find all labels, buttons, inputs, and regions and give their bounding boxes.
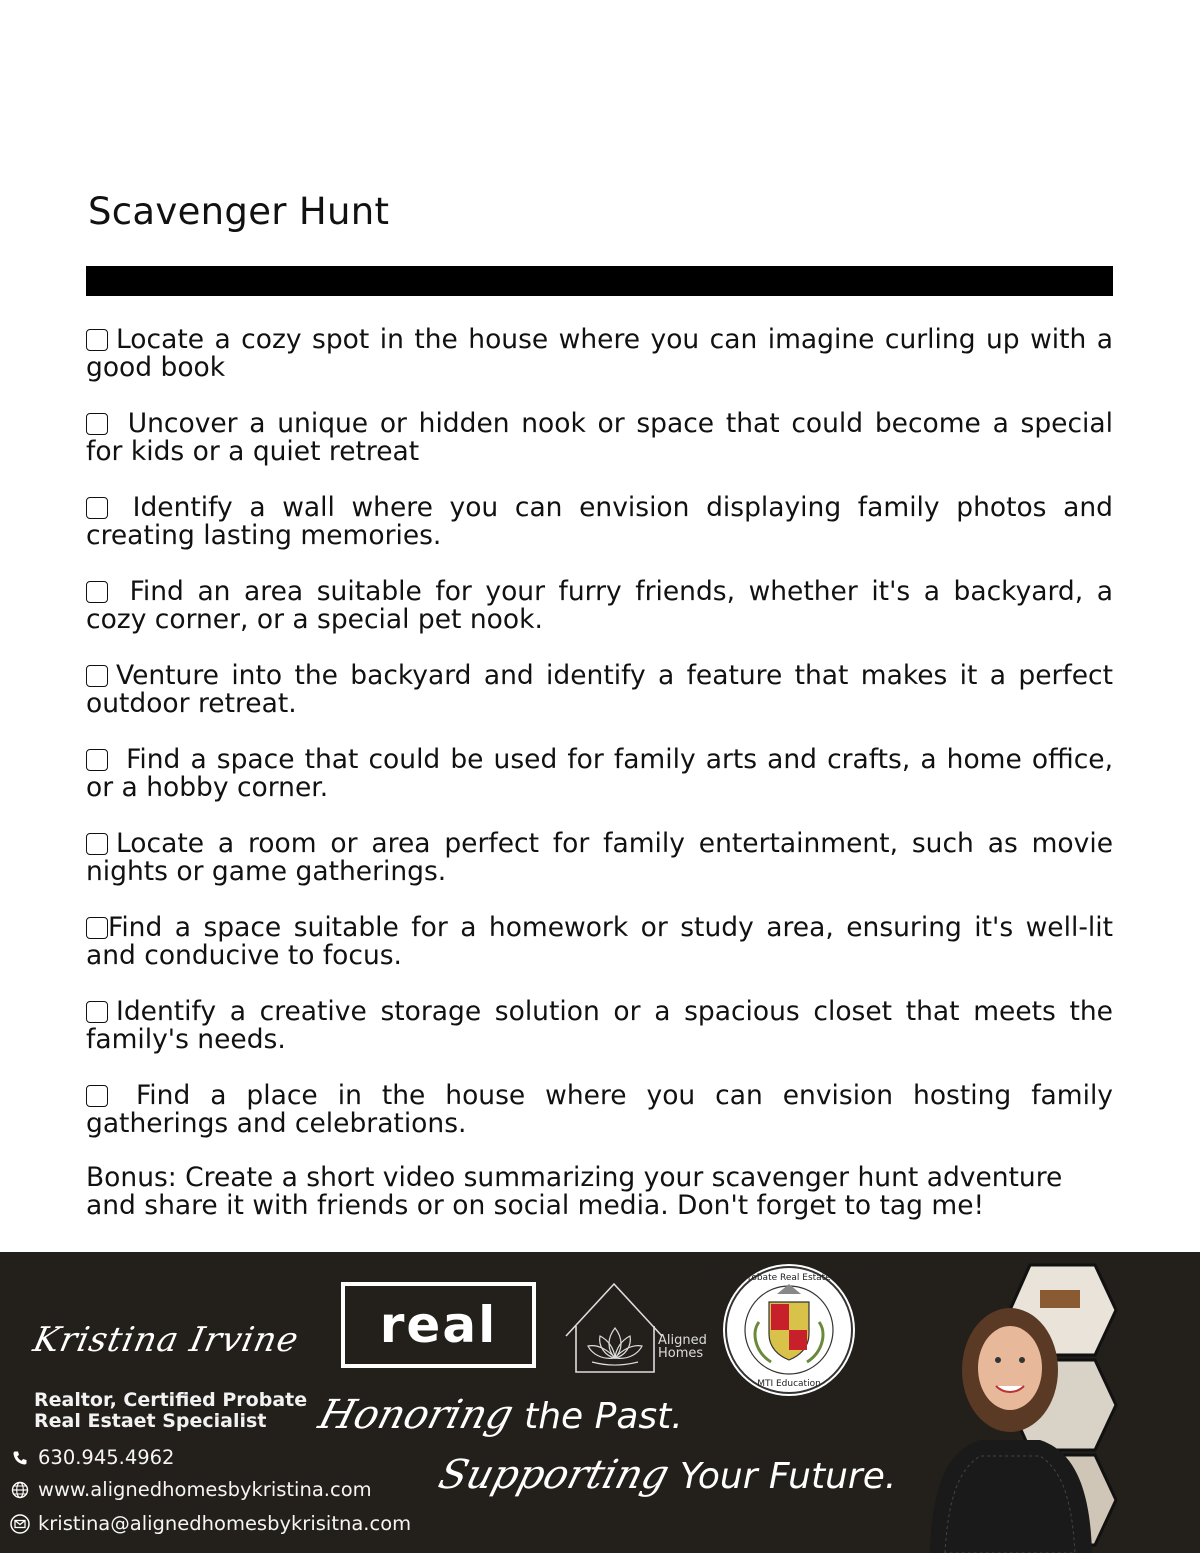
page-title: Scavenger Hunt: [88, 190, 390, 233]
footer-banner: [0, 1252, 1200, 1553]
checklist-item-text: Locate a room or area perfect for family entertainment, such as movie nights or game gatherings.: [86, 828, 1113, 887]
globe-icon: [10, 1480, 30, 1500]
checkbox-icon[interactable]: [86, 1001, 108, 1023]
email-link: kristina@alignedhomesbykrisitna.com: [38, 1512, 412, 1535]
tagline-script-supporting: Supporting: [433, 1452, 674, 1498]
tagline-line-1: [313, 1392, 683, 1438]
checklist-item: [86, 998, 1113, 1082]
checkbox-icon[interactable]: [86, 749, 108, 771]
real-brokerage-logo: real: [341, 1282, 536, 1368]
contact-website[interactable]: [10, 1478, 372, 1501]
contact-phone[interactable]: [10, 1446, 174, 1469]
checklist-item-text: Identify a wall where you can envision displaying family photos and creating lasting memories.: [86, 492, 1113, 551]
checklist-item-text: Locate a cozy spot in the house where you can imagine curling up with a good book: [86, 324, 1113, 383]
phone-number: 630.945.4962: [38, 1446, 175, 1469]
svg-text:Certified Probate Real Estate: Certified Probate Real Estate Specialist: [701, 1273, 877, 1283]
checkbox-icon[interactable]: [86, 581, 108, 603]
checklist-item: [86, 914, 1113, 998]
checkbox-icon[interactable]: [86, 917, 108, 939]
checkbox-icon[interactable]: [86, 329, 108, 351]
agent-signature: Kristina Irvine: [29, 1320, 303, 1360]
agent-role: Realtor, Certified Probate Real Estaet Specialist: [34, 1389, 308, 1432]
checklist-item: [86, 326, 1113, 410]
aligned-homes-logo: [562, 1280, 712, 1376]
checklist-item-text: Uncover a unique or hidden nook or space that could become a special for kids or a quiet retreat: [86, 408, 1113, 467]
checklist-item-text: Find a space suitable for a homework or study area, ensuring it's well-lit and conducive to focus.: [86, 912, 1113, 971]
phone-icon: [10, 1448, 30, 1468]
checkbox-icon[interactable]: [86, 1085, 108, 1107]
checklist-item: [86, 494, 1113, 578]
checkbox-icon[interactable]: [86, 497, 108, 519]
tagline-line-2: [433, 1452, 897, 1498]
checklist-item-text: Venture into the backyard and identify a feature that makes it a perfect outdoor retreat.: [86, 660, 1113, 719]
agent-portrait-photo: [900, 1260, 1120, 1553]
tagline-the-past: the Past.: [524, 1396, 683, 1437]
tagline-script-honoring: Honoring: [313, 1392, 519, 1438]
scavenger-checklist: [86, 326, 1113, 1166]
checklist-item-text: Find a space that could be used for family arts and crafts, a home office, or a hobby corner.: [86, 744, 1113, 803]
checklist-item-text: Find a place in the house where you can envision hosting family gatherings and celebrations.: [86, 1080, 1113, 1139]
checklist-item: [86, 830, 1113, 914]
certified-probate-seal-logo: [701, 1262, 877, 1398]
tagline-your-future: Your Future.: [679, 1456, 897, 1497]
aligned-homes-wordmark: Aligned Homes: [658, 1333, 707, 1361]
email-icon: [10, 1514, 30, 1534]
contact-email[interactable]: [10, 1512, 411, 1535]
title-divider-bar: [86, 266, 1113, 296]
checklist-item: [86, 1082, 1113, 1166]
checklist-item: [86, 578, 1113, 662]
checkbox-icon[interactable]: [86, 833, 108, 855]
checklist-item-text: Identify a creative storage solution or a spacious closet that meets the family's needs.: [86, 996, 1113, 1055]
checklist-item-text: Find an area suitable for your furry friends, whether it's a backyard, a cozy corner, or a special pet nook.: [86, 576, 1113, 635]
svg-text:MTI Education: MTI Education: [757, 1379, 821, 1389]
website-link: www.alignedhomesbykristina.com: [38, 1478, 372, 1501]
checklist-item: [86, 662, 1113, 746]
checkbox-icon[interactable]: [86, 413, 108, 435]
checklist-item: [86, 410, 1113, 494]
checklist-item: [86, 746, 1113, 830]
bonus-text: Bonus: Create a short video summarizing your scavenger hunt adventure and share it with friends or on social media. Don't forget to tag me!: [86, 1162, 1063, 1221]
checkbox-icon[interactable]: [86, 665, 108, 687]
